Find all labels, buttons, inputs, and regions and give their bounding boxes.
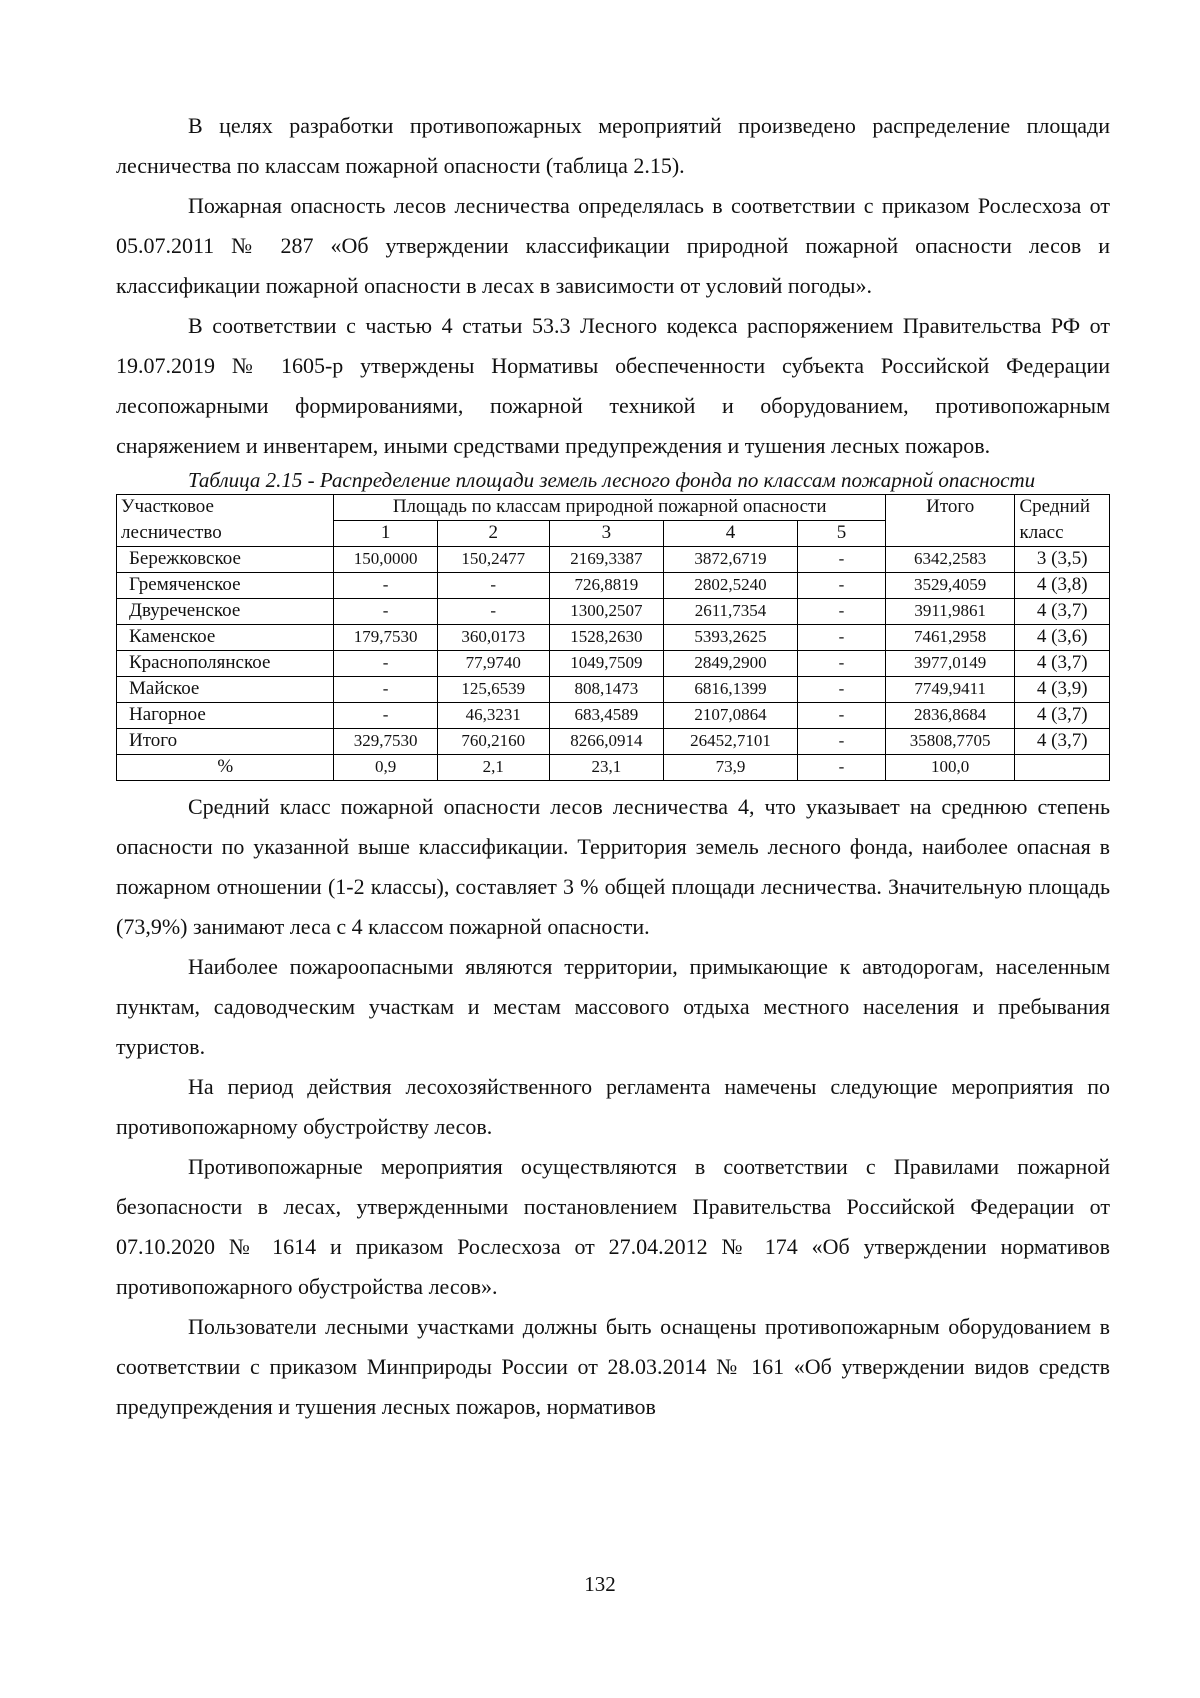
- paragraph: Пользователи лесными участками должны быть оснащены противопожарным оборудованием в соответствии с приказом Минприроды России от 28.03.2014 № 161 «Об утверждении видов средств предупреждения и тушения лесных пожаров, нормативов: [116, 1314, 1110, 1419]
- table-cell: -: [437, 599, 549, 625]
- table-cell: 2802,5240: [664, 573, 798, 599]
- header-cell: 4: [664, 521, 798, 547]
- table-cell: -: [334, 651, 437, 677]
- table-caption: Таблица 2.15 - Распределение площади земель лесного фонда по классам пожарной опасности: [188, 468, 1036, 492]
- table-cell: 3911,9861: [885, 599, 1015, 625]
- paragraph: В целях разработки противопожарных мероприятий произведено распределение площади лесничества по классам пожарной опасности (таблица 2.15).: [116, 113, 1110, 178]
- table-cell: 6342,2583: [885, 547, 1015, 573]
- table-cell: -: [798, 677, 886, 703]
- table-cell: -: [334, 677, 437, 703]
- table-cell: 2107,0864: [664, 703, 798, 729]
- table-cell: 808,1473: [549, 677, 663, 703]
- table-cell: -: [798, 651, 886, 677]
- header-cell: 3: [549, 521, 663, 547]
- table-cell: -: [798, 703, 886, 729]
- table-cell: 100,0: [885, 755, 1015, 781]
- table-cell: 360,0173: [437, 625, 549, 651]
- table-cell: 7461,2958: [885, 625, 1015, 651]
- paragraph: В соответствии с частью 4 статьи 53.3 Лесного кодекса распоряжением Правительства РФ от 19.07.2019 № 1605-р утверждены Нормативы обеспеченности субъекта Российской Федерации лесопожарными формированиями, пожарной техникой и оборудованием, противопожарным снаряжением и инвентарем, иными средствами предупреждения и тушения лесных пожаров.: [116, 313, 1110, 458]
- table-cell: 8266,0914: [549, 729, 663, 755]
- header-cell: лесничество: [117, 521, 334, 547]
- table-cell: 0,9: [334, 755, 437, 781]
- table-cell: -: [798, 625, 886, 651]
- table-cell-name: Двуреченское: [117, 599, 334, 625]
- table-cell: 1049,7509: [549, 651, 663, 677]
- table-cell-avg: 4 (3,8): [1015, 573, 1110, 599]
- header-cell: класс: [1015, 521, 1110, 547]
- table-cell: 2611,7354: [664, 599, 798, 625]
- table-cell-avg: 4 (3,7): [1015, 651, 1110, 677]
- table-cell-name: Гремяченское: [117, 573, 334, 599]
- paragraph: Средний класс пожарной опасности лесов лесничества 4, что указывает на среднюю степень опасности по указанной выше классификации. Территория земель лесного фонда, наиболее опасная в пожарном отношении (1-2 классы), составляет 3 % общей площади лесничества. Значительную площадь (73,9%) занимают леса с 4 классом пожарной опасности.: [116, 794, 1110, 939]
- page-number: 132: [584, 1572, 616, 1596]
- table-cell: [1015, 755, 1110, 781]
- table-cell: 46,3231: [437, 703, 549, 729]
- table-cell: -: [798, 599, 886, 625]
- table-cell: 26452,7101: [664, 729, 798, 755]
- table-cell: -: [334, 573, 437, 599]
- table-row: [117, 729, 1110, 755]
- table-cell: 3977,0149: [885, 651, 1015, 677]
- table-cell: 150,2477: [437, 547, 549, 573]
- header-cell: Средний: [1015, 495, 1110, 521]
- table-cell: 683,4589: [549, 703, 663, 729]
- table-row: [117, 651, 1110, 677]
- table-cell: 2169,3387: [549, 547, 663, 573]
- paragraph: На период действия лесохозяйственного регламента намечены следующие мероприятия по противопожарному обустройству лесов.: [116, 1074, 1110, 1139]
- table-cell-avg: 4 (3,7): [1015, 703, 1110, 729]
- table-cell: %: [117, 755, 334, 781]
- table-row: [117, 599, 1110, 625]
- table-cell: 726,8819: [549, 573, 663, 599]
- table-cell: -: [437, 573, 549, 599]
- table-cell: 2849,2900: [664, 651, 798, 677]
- table-cell: 2,1: [437, 755, 549, 781]
- table-cell: 5393,2625: [664, 625, 798, 651]
- table-cell-avg: 4 (3,7): [1015, 729, 1110, 755]
- header-cell: Итого: [885, 495, 1015, 547]
- table-cell: -: [798, 547, 886, 573]
- table-cell: 73,9: [664, 755, 798, 781]
- table-row: [117, 677, 1110, 703]
- table-cell-name: Бережковское: [117, 547, 334, 573]
- header-cell: Участковое: [117, 495, 334, 521]
- table-cell-avg: 4 (3,6): [1015, 625, 1110, 651]
- table-cell-avg: 4 (3,9): [1015, 677, 1110, 703]
- table-cell: 7749,9411: [885, 677, 1015, 703]
- paragraph: Противопожарные мероприятия осуществляются в соответствии с Правилами пожарной безопасности в лесах, утвержденными постановлением Правительства Российской Федерации от 07.10.2020 № 1614 и приказом Рослесхоза от 27.04.2012 № 174 «Об утверждении нормативов противопожарного обустройства лесов».: [116, 1154, 1110, 1299]
- table-cell: -: [334, 599, 437, 625]
- fire-class-table: [116, 494, 1110, 781]
- table-cell: 35808,7705: [885, 729, 1015, 755]
- header-cell: 5: [798, 521, 886, 547]
- table-cell-avg: 3 (3,5): [1015, 547, 1110, 573]
- table-header-row: [117, 495, 1110, 521]
- header-cell: 1: [334, 521, 437, 547]
- table-cell: 179,7530: [334, 625, 437, 651]
- table-cell-name: Краснополянское: [117, 651, 334, 677]
- table-cell: -: [798, 729, 886, 755]
- table-cell: 329,7530: [334, 729, 437, 755]
- document-page: [116, 106, 1110, 1427]
- table-cell: -: [798, 573, 886, 599]
- table-cell: 3529,4059: [885, 573, 1015, 599]
- table-row: [117, 625, 1110, 651]
- table-cell: 2836,8684: [885, 703, 1015, 729]
- table-cell: 1528,2630: [549, 625, 663, 651]
- table-cell: 760,2160: [437, 729, 549, 755]
- table-cell: 150,0000: [334, 547, 437, 573]
- table-cell-avg: 4 (3,7): [1015, 599, 1110, 625]
- header-cell: Площадь по классам природной пожарной опасности: [334, 495, 885, 521]
- table-cell-name: Майское: [117, 677, 334, 703]
- table-cell: 3872,6719: [664, 547, 798, 573]
- table-cell: 1300,2507: [549, 599, 663, 625]
- paragraph: Пожарная опасность лесов лесничества определялась в соответствии с приказом Рослесхоза от 05.07.2011 № 287 «Об утверждении классификации природной пожарной опасности лесов и классификации пожарной опасности в лесах в зависимости от условий погоды».: [116, 193, 1110, 298]
- table-cell-name: Итого: [117, 729, 334, 755]
- header-cell: 2: [437, 521, 549, 547]
- table-cell: 23,1: [549, 755, 663, 781]
- table-row: [117, 573, 1110, 599]
- table-row: [117, 547, 1110, 573]
- table-cell: -: [798, 755, 886, 781]
- table-cell: 125,6539: [437, 677, 549, 703]
- table-cell-name: Нагорное: [117, 703, 334, 729]
- table-cell: 6816,1399: [664, 677, 798, 703]
- table-cell: -: [334, 703, 437, 729]
- table-row-percent: [117, 755, 1110, 781]
- paragraph: Наиболее пожароопасными являются территории, примыкающие к автодорогам, населенным пунктам, садоводческим участкам и местам массового отдыха местного населения и пребывания туристов.: [116, 954, 1110, 1059]
- table-cell: 77,9740: [437, 651, 549, 677]
- table-row: [117, 703, 1110, 729]
- table-cell-name: Каменское: [117, 625, 334, 651]
